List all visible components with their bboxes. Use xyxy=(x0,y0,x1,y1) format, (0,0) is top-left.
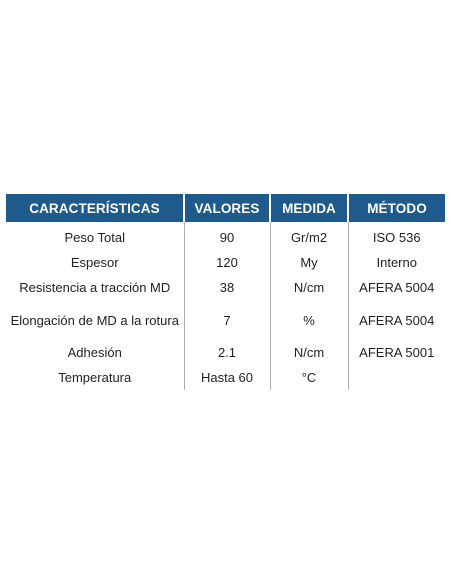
header-row xyxy=(6,194,445,222)
cell-valor: 120 xyxy=(184,250,270,275)
cell-valor: 7 xyxy=(184,300,270,340)
cell-metodo: AFERA 5004 xyxy=(348,275,445,300)
cell-caracteristica: Resistencia a tracción MD xyxy=(19,280,171,295)
cell-valor: 38 xyxy=(184,275,270,300)
header-medida: MEDIDA xyxy=(270,194,348,222)
table-row xyxy=(6,365,445,390)
cell-medida: °C xyxy=(270,365,348,390)
cell-medida: Gr/m2 xyxy=(270,222,348,250)
table-header xyxy=(6,194,445,222)
cell-metodo: AFERA 5004 xyxy=(348,300,445,340)
cell-metodo xyxy=(348,365,445,390)
table-body xyxy=(6,222,445,390)
specifications-table xyxy=(6,194,445,390)
header-metodo: MÉTODO xyxy=(348,194,445,222)
header-valores: VALORES xyxy=(184,194,270,222)
cell-medida: My xyxy=(270,250,348,275)
table-row xyxy=(6,300,445,340)
cell-caracteristica: Espesor xyxy=(70,255,119,270)
cell-caracteristica: Adhesión xyxy=(67,345,122,360)
cell-caracteristica: Peso Total xyxy=(64,230,125,245)
cell-caracteristica: Temperatura xyxy=(58,370,132,385)
table-row xyxy=(6,275,445,300)
cell-medida: N/cm xyxy=(270,340,348,365)
cell-caracteristica: Elongación de MD a la rotura xyxy=(10,312,179,328)
header-caracteristicas: CARACTERÍSTICAS xyxy=(6,194,184,222)
table-row xyxy=(6,250,445,275)
cell-valor: 90 xyxy=(184,222,270,250)
table-row xyxy=(6,340,445,365)
cell-valor: Hasta 60 xyxy=(184,365,270,390)
table-row xyxy=(6,222,445,250)
cell-valor: 2.1 xyxy=(184,340,270,365)
cell-metodo: ISO 536 xyxy=(348,222,445,250)
cell-medida: % xyxy=(270,300,348,340)
cell-metodo: Interno xyxy=(348,250,445,275)
cell-metodo: AFERA 5001 xyxy=(348,340,445,365)
cell-medida: N/cm xyxy=(270,275,348,300)
